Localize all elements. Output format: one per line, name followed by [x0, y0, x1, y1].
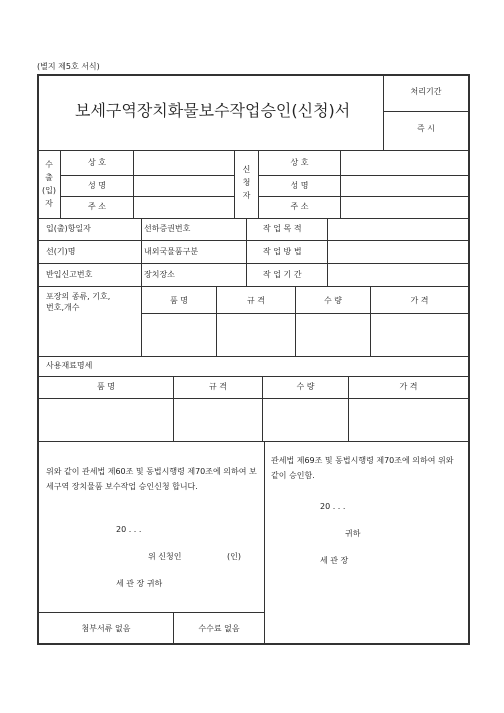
- package-header-spec: 규 격: [247, 296, 265, 305]
- exporter-label: 수 출 (입) 자: [42, 160, 56, 208]
- applicant-address-field[interactable]: [341, 197, 468, 218]
- package-header-quantity: 수 량: [324, 296, 342, 305]
- fee-note: 수수료 없음: [198, 624, 240, 633]
- applicant-name-field[interactable]: [341, 151, 468, 174]
- materials-header-spec: 규 격: [209, 382, 227, 391]
- work-period-label: 작 업 기 간: [263, 270, 302, 279]
- storage-location-label: 장치장소: [144, 270, 175, 279]
- applicant-signer: 위 신청인: [148, 552, 182, 561]
- applicant-label: 신 청 자: [242, 165, 251, 200]
- form-title: 보세구역장치화물보수작업승인(신청)서: [75, 101, 351, 120]
- materials-header-quantity: 수 량: [296, 382, 315, 391]
- form-number: (별지 제5호 서식): [37, 62, 100, 71]
- package-label: 포장의 종류, 기호, 번호,개수: [46, 292, 111, 312]
- application-text: 위와 같이 관세법 제60조 및 동법시행령 제70조에 의하여 보세구역 장치물품 보수작업 승인신청 합니다.: [46, 467, 257, 491]
- package-header-name: 품 명: [170, 296, 188, 305]
- exporter-rep-field[interactable]: [134, 176, 234, 196]
- arrival-date-label: 입(출)항일자: [46, 224, 91, 233]
- exporter-name-field[interactable]: [134, 151, 234, 174]
- approval-addressee: 귀하: [345, 529, 361, 538]
- applicant-address-label: 주 소: [290, 202, 309, 211]
- application-addressee: 세 관 장 귀하: [116, 579, 163, 588]
- applicant-rep-label: 성 명: [290, 181, 309, 190]
- processing-period-value: 즉 시: [417, 124, 435, 133]
- materials-header-name: 품 명: [97, 382, 115, 391]
- applicant-rep-field[interactable]: [341, 176, 468, 196]
- application-date: 20 . . .: [116, 525, 142, 534]
- exporter-address-label: 주 소: [88, 202, 106, 211]
- approval-text: 관세법 제69조 및 동법시행령 제70조에 의하여 위와 같이 승인함.: [271, 456, 454, 480]
- applicant-name-label: 상 호: [290, 158, 309, 167]
- exporter-address-field[interactable]: [134, 197, 234, 218]
- vessel-name-label: 선(기)명: [46, 247, 76, 256]
- approval-date: 20 . . .: [320, 502, 346, 511]
- work-purpose-label: 작 업 목 적: [263, 224, 302, 233]
- processing-period-label: 처리기간: [410, 87, 442, 96]
- exporter-rep-label: 성 명: [88, 181, 106, 190]
- bl-number-label: 선하증권번호: [144, 224, 191, 233]
- materials-header-price: 가 격: [399, 382, 418, 391]
- applicant-seal: (인): [227, 552, 241, 561]
- approval-official: 세 관 장: [320, 556, 349, 565]
- work-method-label: 작 업 방 법: [263, 247, 302, 256]
- materials-label: 사용재료명세: [46, 361, 93, 370]
- package-header-price: 가 격: [410, 296, 429, 305]
- goods-type-label: 내외국물품구분: [144, 247, 199, 256]
- entry-report-label: 반입신고번호: [46, 270, 93, 279]
- attachments-note: 첨부서류 없음: [81, 624, 131, 633]
- exporter-name-label: 상 호: [88, 158, 106, 167]
